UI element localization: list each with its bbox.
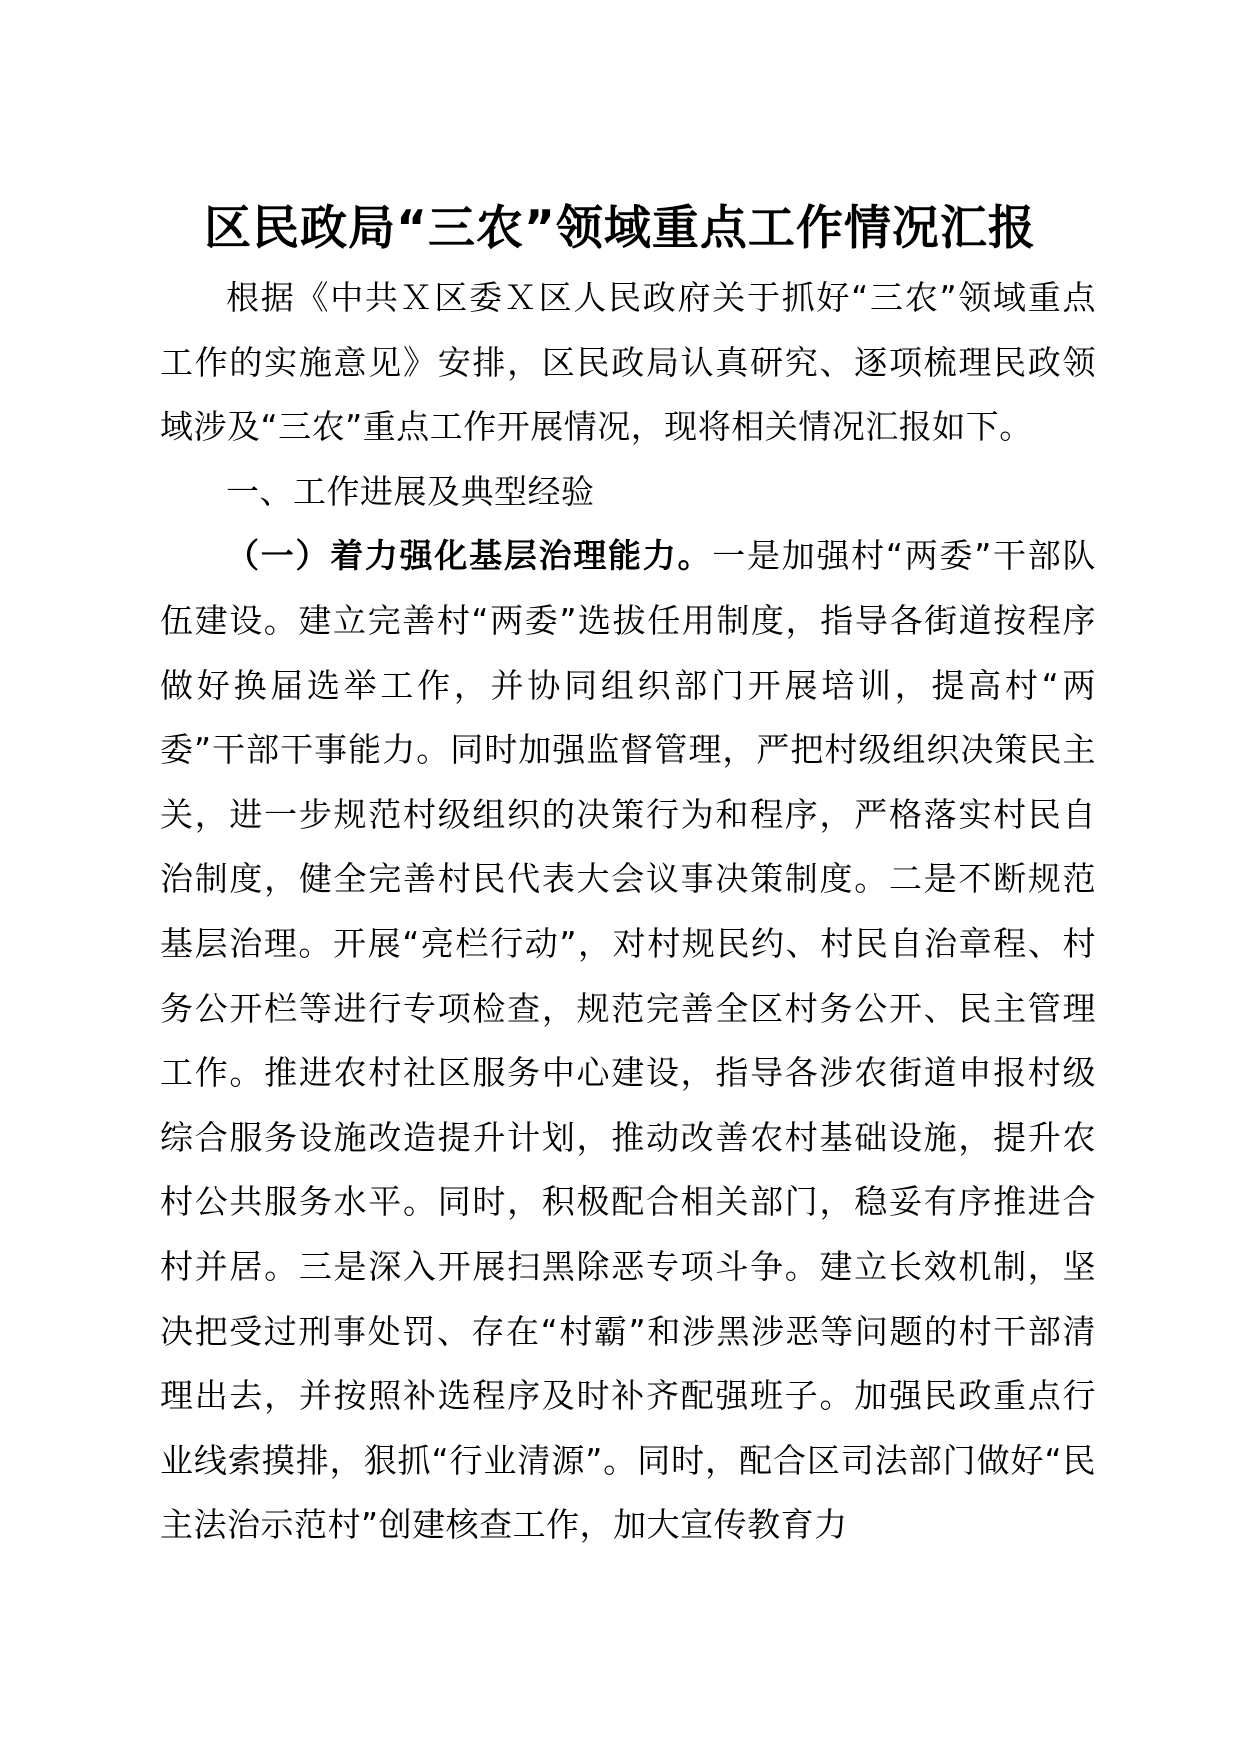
subsection-paragraph [160,524,1096,1558]
document-title: 区民政局“三农”领域重点工作情况汇报 [204,201,1036,256]
section-heading: 一、工作进展及典型经验 [226,471,595,511]
intro-paragraph: 根据《中共Ｘ区委Ｘ区人民政府关于抓好“三农”领域重点工作的实施意见》安排，区民政局认真研究、逐项梳理民政领域涉及“三农”重点工作开展情况，现将相关情况汇报如下。 [160,278,1096,447]
subsection-body: 一是加强村“两委”干部队伍建设。建立完善村“两委”选拔任用制度，指导各街道按程序做好换届选举工作，并协同组织部门开展培训，提高村“两委”干部干事能力。同时加强监督管理，严把村级组织决策民主关，进一步规范村级组织的决策行为和程序，严格落实村民自治制度，健全完善村民代表大会议事决策制度。二是不断规范基层治理。开展“亮栏行动”，对村规民约、村民自治章程、村务公开栏等进行专项检查，规范完善全区村务公开、民主管理工作。推进农村社区服务中心建设，指导各涉农街道申报村级综合服务设施改造提升计划，推动改善农村基础设施，提升农村公共服务水平。同时，积极配合相关部门，稳妥有序推进合村并居。三是深入开展扫黑除恶专项斗争。建立长效机制，坚决把受过刑事处罚、存在“村霸”和涉黑涉恶等问题的村干部清理出去，并按照补选程序及时补齐配强班子。加强民政重点行业线索摸排，狠抓“行业清源”。同时，配合区司法部门做好“民主法治示范村”创建核查工作，加大宣传教育力 [160,536,1096,1545]
subsection-heading: （一）着力强化基层治理能力。 [226,536,713,576]
document-body [160,266,1096,1558]
